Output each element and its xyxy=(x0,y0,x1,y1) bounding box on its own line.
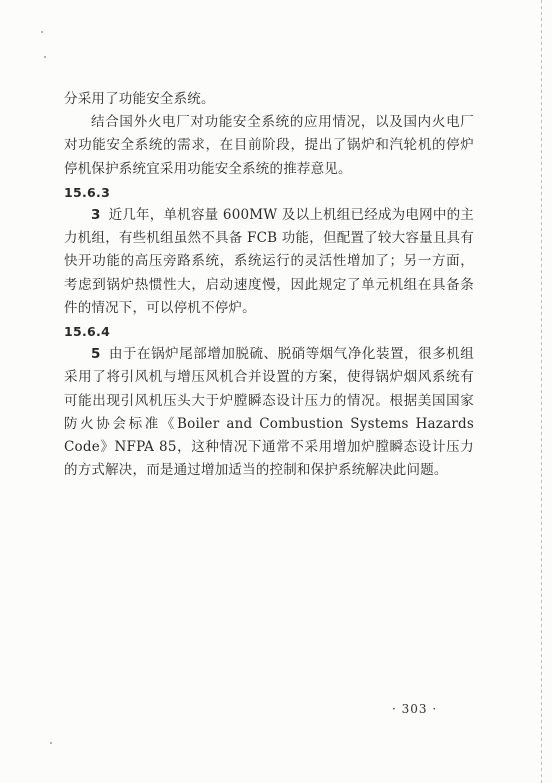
paragraph-continuation: 分采用了功能安全系统。 xyxy=(64,91,215,107)
body-text xyxy=(64,88,474,482)
item-text: 近几年，单机容量 600MW 及以上机组已经成为电网中的主力机组，有些机组虽然不具备 FCB 功能，但配置了较大容量且具有快开功能的高压旁路系统，系统运行的灵活性增加了；另一方面，考虑到锅炉热惯性大，启动速度慢，因此规定了单元机组在具备条件的情况下，可以停机不停炉。 xyxy=(64,207,474,316)
section-15-6-3-item xyxy=(64,204,474,320)
section-heading-15-6-3: 15.6.3 xyxy=(64,184,111,200)
section-15-6-4-item xyxy=(64,343,474,482)
scan-speck xyxy=(41,31,43,33)
section-heading-15-6-4: 15.6.4 xyxy=(64,324,111,340)
page-number: · 303 · xyxy=(392,702,438,716)
scan-speck xyxy=(50,742,52,744)
paragraph-recommendation: 结合国外火电厂对功能安全系统的应用情况，以及国内火电厂对功能安全系统的需求，在目前阶段，提出了锅炉和汽轮机的停炉停机保护系统宜采用功能安全系统的推荐意见。 xyxy=(64,114,474,177)
item-number: 3 xyxy=(91,207,101,224)
item-text: 由于在锅炉尾部增加脱硫、脱硝等烟气净化装置，很多机组采用了将引风机与增压风机合并设置的方案，使得锅炉烟风系统有可能出现引风机压头大于炉膛瞬态设计压力的情况。根据美国国家防火协会标准《Boiler and Combustion Systems Hazards Code》NFPA 85，这种情况下通常不采用增加炉膛瞬态设计压力的方式解决，而是通过增加适当的控制和保护系统解决此问题。 xyxy=(64,346,474,479)
scan-speck xyxy=(44,56,46,58)
item-number: 5 xyxy=(91,346,101,363)
scan-edge-line xyxy=(541,0,542,783)
